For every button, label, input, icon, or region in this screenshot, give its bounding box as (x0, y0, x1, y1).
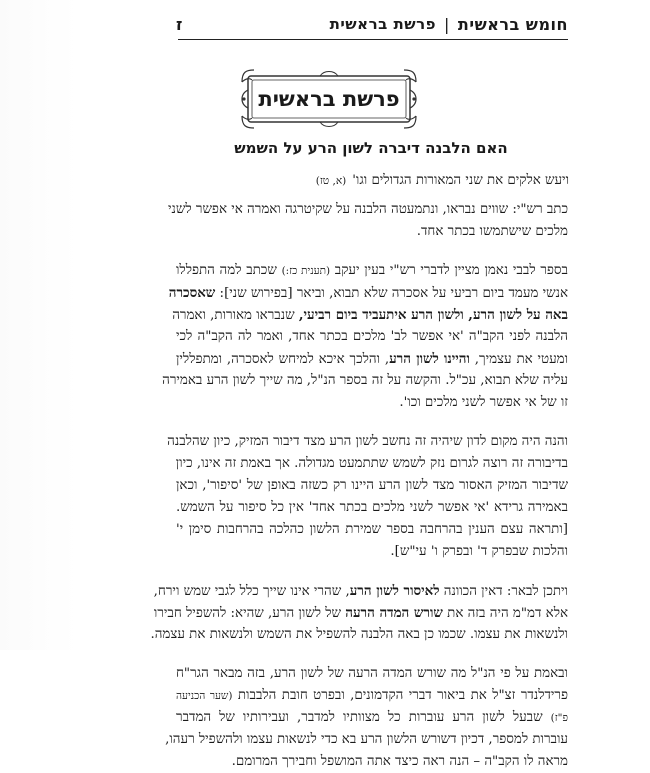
text-run: של לשון הרע, שהיא: להשפיל חבירו (153, 606, 346, 621)
header-rule (178, 39, 568, 40)
book-title: חומש בראשית (457, 14, 568, 34)
text-run: ויתכן לבאר: דאין הכוונה (439, 584, 568, 599)
text-run: ומעטי את עצמיך, (469, 352, 569, 367)
verse-reference: (א, טז) (315, 175, 347, 187)
text-run: הלבנה לפני הקב"ה 'אי אפשר לב' מלכים בכתר אחד, ואמר לה הקב"ה לכי (176, 329, 568, 344)
text-line (176, 392, 568, 414)
text-run: , והלכך איכא למיחש לאסכרה, ומתפללין (176, 352, 390, 367)
bold-run: שאסכרה (168, 285, 216, 301)
text-run: בספר לבבי נאמן מציין לדברי רש"י בעין יעקב (330, 263, 568, 278)
text-line (176, 326, 568, 348)
text-run: [ותראה עצם הענין בהרחבה בספר שמירת הלשון כהלכה בהרחבות סימן י' (176, 522, 568, 537)
text-run: והנה היה מקום לדון שיהיה זה נחשב לשון הרע מצד דיבור המזיק, כיון שהלבנה (167, 434, 568, 449)
text-line (165, 729, 568, 751)
text-run: , שהרי אינו שייך כלל לגבי שמש וירח, (153, 584, 350, 599)
text-line (176, 260, 568, 282)
text-run: כתב רש"י: שווים נבראו, ונתמעטה הלבנה על שקיטרגה ואמרה אי אפשר לשני (168, 202, 568, 217)
text-line (176, 453, 568, 475)
text-line (176, 541, 568, 563)
section-heading: האם הלבנה דיברה לשון הרע על השמש (234, 139, 508, 157)
text-run: (תענית כז:) (281, 265, 331, 277)
text-line (176, 348, 568, 370)
page-number: ז (176, 15, 183, 34)
verse-quote (186, 170, 569, 192)
text-line (167, 431, 568, 453)
verse-text: ויעש אלקים את שני המאורות הגדולים וגו' (352, 173, 569, 188)
title-frame (240, 68, 418, 130)
text-line (150, 624, 568, 646)
text-run: זו של אי אפשר לשני מלכים וכו'. (399, 395, 568, 410)
text-line (172, 304, 568, 326)
text-line (176, 751, 568, 773)
text-run: והלכות שבפרק ד' ובפרק ו' עי"ש]. (390, 544, 568, 559)
text-run: אנשי מעמד ביום רביעי על אסכרה שלא תבוא, וביאר [בפירוש שני]: (215, 286, 568, 301)
paragraph (167, 431, 568, 563)
text-run: פ"ז) (550, 712, 568, 724)
text-run: ובאמת על פי הנ"ל מה שורש המדה הרעה של לשון הרע, בזה מבאר הגר"ח (176, 666, 568, 681)
text-run: שנבראו מאורות, ואמרה (172, 308, 299, 323)
text-run: באמירה גרידא 'אי אפשר לשני מלכים בכתר אחד' אין כל סיפור על השמש. (176, 500, 568, 515)
paragraph (165, 663, 568, 773)
text-run: אלא דמ"מ היה בזה את (442, 606, 568, 621)
text-line (176, 663, 568, 685)
text-line (168, 199, 568, 221)
text-run: מראה לו הקב"ה – הנה ראה כיצד אתה המושפל וחבירך המרומם. (231, 754, 568, 769)
bold-run: שורש המדה הרעה (345, 605, 443, 621)
running-head (176, 8, 568, 40)
text-run: פרידלנדר זצ"ל את ביאור דברי הקדמונים, ובפרט חובת הלבבות (232, 688, 568, 703)
parasha-name: פרשת בראשית (329, 15, 437, 33)
text-run: שכתב למה התפללו (176, 263, 282, 278)
text-run: מלכים שישתמשו בכתר אחד. (416, 224, 568, 239)
text-line (162, 370, 568, 392)
text-run: ולנשאות את עצמו. שכמו כן באה הלבנה להשפיל את השמש ולנשאות את עצמה. (150, 627, 568, 642)
text-line (176, 221, 568, 243)
paragraph (162, 260, 569, 414)
text-line (176, 685, 568, 707)
text-line (176, 497, 568, 519)
paragraph (150, 580, 568, 646)
text-line (153, 580, 568, 602)
text-run: עוברות למספר, דכיון דשורש הלשון הרע בא כדי לנשאות עצמו ולהשפיל רעהו, (165, 732, 568, 747)
bold-run: באה על לשון הרע, ולשון הרע איתעביד ביום רביעי, (298, 307, 568, 323)
text-line (168, 282, 568, 304)
header-separator: | (444, 14, 450, 34)
bold-run: לאיסור לשון הרע (349, 583, 440, 599)
text-line (153, 602, 568, 624)
text-run: שדיבור המזיק האסור מצד לשון הרע היינו רק כשזה באופן של 'סיפור', וכאן (176, 478, 568, 493)
bold-run: והיינו לשון הרע (389, 351, 470, 367)
paragraph (168, 199, 568, 243)
text-run: שבעל לשון הרע עוברות כל מצוותיו למדבר, ועבירותיו של המדבר (176, 710, 551, 725)
text-line (176, 519, 568, 541)
text-line (176, 475, 568, 497)
text-run: (שער הכניעה (176, 690, 233, 702)
text-run: בדיבורה זה רוצה לגרום נזק לשמש שתתמעט מגדולה. אך באמת זה אינו, כיון (175, 456, 568, 471)
text-line (176, 707, 568, 729)
parasha-title: פרשת בראשית (258, 87, 400, 111)
text-run: עליה שלא תבוא, עכ"ל. והקשה על זה בספר הנ"ל, מה שייך לשון הרע באמירה (162, 373, 568, 388)
